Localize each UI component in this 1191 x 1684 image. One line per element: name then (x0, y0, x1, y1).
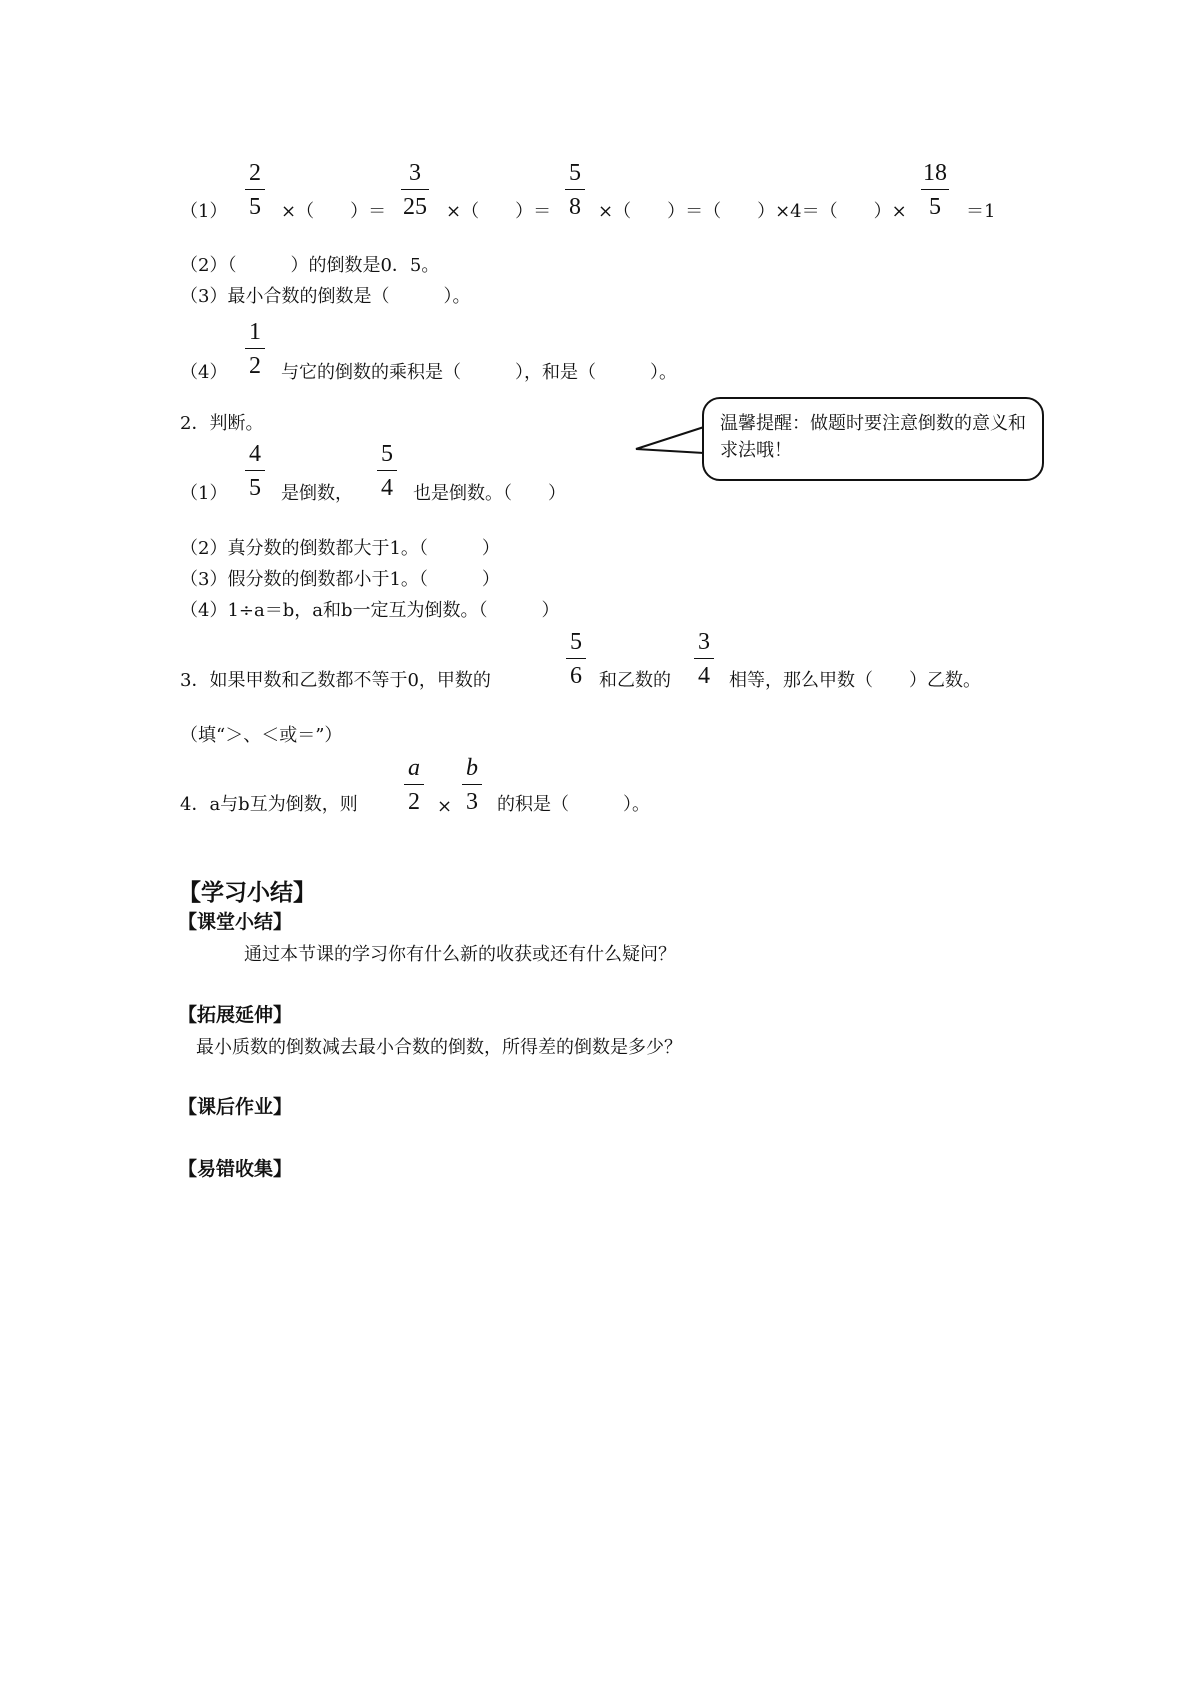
q2-item-1-seg1: 是倒数， (281, 483, 353, 504)
q1-item-1-seg3: ×（ ）＝（ ）×4＝（ ）× (598, 201, 907, 222)
fraction: a 2 (394, 756, 434, 814)
q2-item-2: （2）真分数的倒数都大于1。（ ） (180, 538, 500, 559)
q2-item-1-seg2: 也是倒数。（ ） (413, 483, 566, 504)
q3-seg1: 3．如果甲数和乙数都不等于0，甲数的 (180, 670, 491, 691)
error-collection-title: 【易错收集】 (178, 1158, 293, 1180)
q4-seg1: 4．a与b互为倒数，则 (180, 794, 358, 815)
q1-item-1-seg4: ＝1 (966, 201, 996, 222)
fraction: 2 5 (235, 161, 275, 219)
q1-item-4-label: （4） (180, 362, 228, 383)
fraction: 5 6 (556, 630, 596, 688)
fraction: 5 4 (367, 442, 407, 500)
fraction: 4 5 (235, 442, 275, 500)
q2-item-4: （4）1÷a＝b，a和b一定互为倒数。（ ） (180, 600, 560, 621)
q1-item-1-label: （1） (180, 201, 228, 222)
q2-item-1-label: （1） (180, 483, 228, 504)
fraction: 18 5 (923, 160, 947, 220)
q1-item-2: （2）（ ）的倒数是0．5。 (180, 255, 440, 276)
q3-seg3: 相等，那么甲数（ ）乙数。 (729, 670, 981, 691)
callout-pointer (630, 425, 710, 455)
extension-title: 【拓展延伸】 (178, 1004, 293, 1026)
class-summary-title: 【课堂小结】 (178, 911, 293, 933)
q1-item-3: （3）最小合数的倒数是（ ）。 (180, 286, 471, 307)
q1-item-1-seg2: ×（ ）＝ (446, 201, 552, 222)
fraction: 5 8 (555, 161, 595, 219)
extension-text: 最小质数的倒数减去最小合数的倒数，所得差的倒数是多少？ (196, 1037, 682, 1058)
q4-times: × (437, 796, 453, 817)
tip-text: 温馨提醒：做题时要注意倒数的意义和求法哦！ (720, 413, 1026, 461)
q2-item-3: （3）假分数的倒数都小于1。（ ） (180, 569, 500, 590)
q1-item-4-seg: 与它的倒数的乘积是（ ），和是（ ）。 (281, 362, 677, 383)
q2-title: 2．判断。 (180, 413, 264, 434)
q3-line2: （填“＞、＜或＝”） (180, 725, 343, 746)
fraction: 1 2 (235, 320, 275, 378)
q1-item-1-seg1: ×（ ）＝ (281, 201, 387, 222)
fraction: b 3 (452, 756, 492, 814)
fraction: 3 4 (684, 630, 724, 688)
q4-seg2: 的积是（ ）。 (497, 794, 650, 815)
class-summary-text: 通过本节课的学习你有什么新的收获或还有什么疑问？ (244, 944, 676, 965)
homework-title: 【课后作业】 (178, 1096, 293, 1118)
q3-seg2: 和乙数的 (599, 670, 671, 691)
summary-title: 【学习小结】 (178, 879, 316, 906)
fraction: 3 25 (403, 160, 427, 220)
